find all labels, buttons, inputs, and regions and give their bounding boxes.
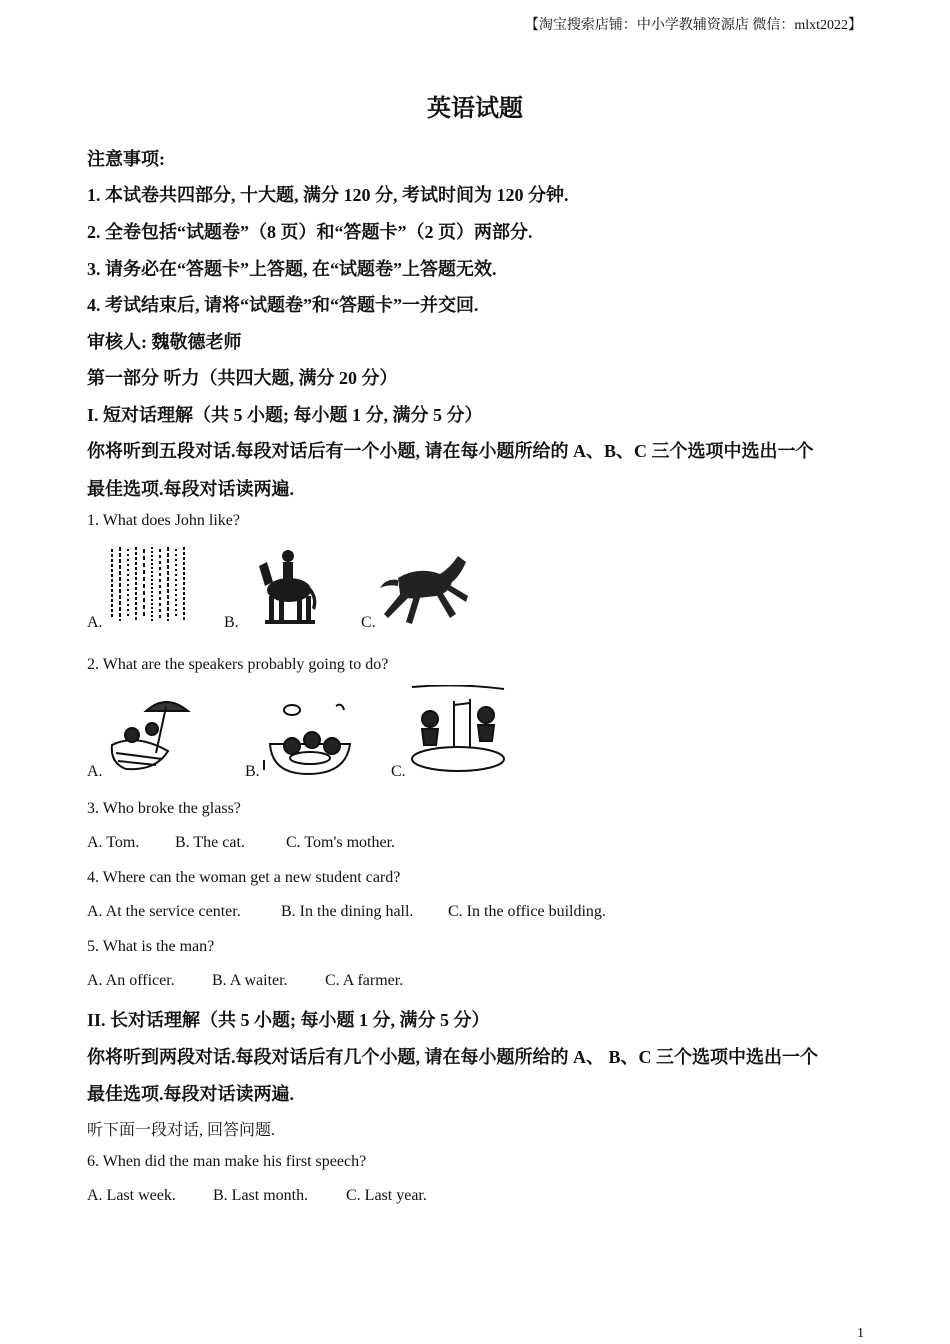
q1-option-b-label: B. — [224, 614, 239, 631]
galloping-horse-painting-image — [378, 548, 470, 626]
question-6: 6. When did the man make his first speech? — [87, 1153, 367, 1170]
section1-title: I. 短对话理解（共 5 小题; 每小题 1 分, 满分 5 分） — [87, 405, 483, 425]
q1-option-c-label: C. — [361, 614, 376, 631]
question-5: 5. What is the man? — [87, 938, 215, 955]
q2-option-a-label: A. — [87, 763, 103, 780]
header-note: 【淘宝搜索店铺：中小学教辅资源店 微信：mlxt2022】 — [524, 18, 862, 33]
page-number: 1 — [857, 1326, 864, 1341]
section2-subinstruction: 听下面一段对话, 回答问题. — [87, 1122, 276, 1139]
q3-option-b: B. The cat. — [175, 834, 245, 851]
q5-option-b: B. A waiter. — [212, 972, 288, 989]
q4-option-b: B. In the dining hall. — [281, 903, 414, 920]
page-title: 英语试题 — [427, 96, 523, 122]
family-dinner-image — [262, 700, 354, 778]
q3-option-a: A. Tom. — [87, 834, 140, 851]
beach-umbrella-picnic-image — [106, 693, 192, 777]
notice-item-2: 2. 全卷包括“试题卷”（8 页）和“答题卡”（2 页）两部分. — [87, 222, 533, 242]
q6-option-a: A. Last week. — [87, 1187, 176, 1204]
q2-option-c-label: C. — [391, 763, 406, 780]
reviewer: 审核人: 魏敬德老师 — [87, 332, 242, 352]
section2-title: II. 长对话理解（共 5 小题; 每小题 1 分, 满分 5 分） — [87, 1010, 490, 1030]
q5-option-a: A. An officer. — [87, 972, 175, 989]
terracotta-horse-image — [255, 548, 319, 628]
notice-item-3: 3. 请务必在“答题卡”上答题, 在“试题卷”上答题无效. — [87, 259, 497, 279]
q6-option-c: C. Last year. — [346, 1187, 427, 1204]
section1-instruction-line2: 最佳选项.每段对话读两遍. — [87, 479, 294, 499]
section2-instruction-line1: 你将听到两段对话.每段对话后有几个小题, 请在每小题所给的 A、 B、C 三个选项中选出一个 — [87, 1047, 818, 1067]
q1-option-a-label: A. — [87, 614, 103, 631]
q6-option-b: B. Last month. — [213, 1187, 309, 1204]
question-3: 3. Who broke the glass? — [87, 800, 241, 817]
question-4: 4. Where can the woman get a new student card? — [87, 869, 401, 886]
section1-instruction-line1: 你将听到五段对话.每段对话后有一个小题, 请在每小题所给的 A、B、C 三个选项中选出一个 — [87, 441, 814, 461]
notice-item-4: 4. 考试结束后, 请将“试题卷”和“答题卡”一并交回. — [87, 295, 479, 315]
q3-option-c: C. Tom's mother. — [286, 834, 396, 851]
q2-option-b-label: B. — [245, 763, 260, 780]
playground-swing-image — [408, 685, 508, 775]
notice-heading: 注意事项: — [87, 149, 165, 169]
q4-option-c: C. In the office building. — [448, 903, 606, 920]
q4-option-a: A. At the service center. — [87, 903, 241, 920]
question-2: 2. What are the speakers probably going to do? — [87, 656, 389, 673]
q5-option-c: C. A farmer. — [325, 972, 404, 989]
calligraphy-image — [108, 545, 188, 623]
question-1: 1. What does John like? — [87, 512, 241, 529]
part1-title: 第一部分 听力（共四大题, 满分 20 分） — [87, 368, 398, 388]
section2-instruction-line2: 最佳选项.每段对话读两遍. — [87, 1084, 294, 1104]
notice-item-1: 1. 本试卷共四部分, 十大题, 满分 120 分, 考试时间为 120 分钟. — [87, 185, 569, 205]
